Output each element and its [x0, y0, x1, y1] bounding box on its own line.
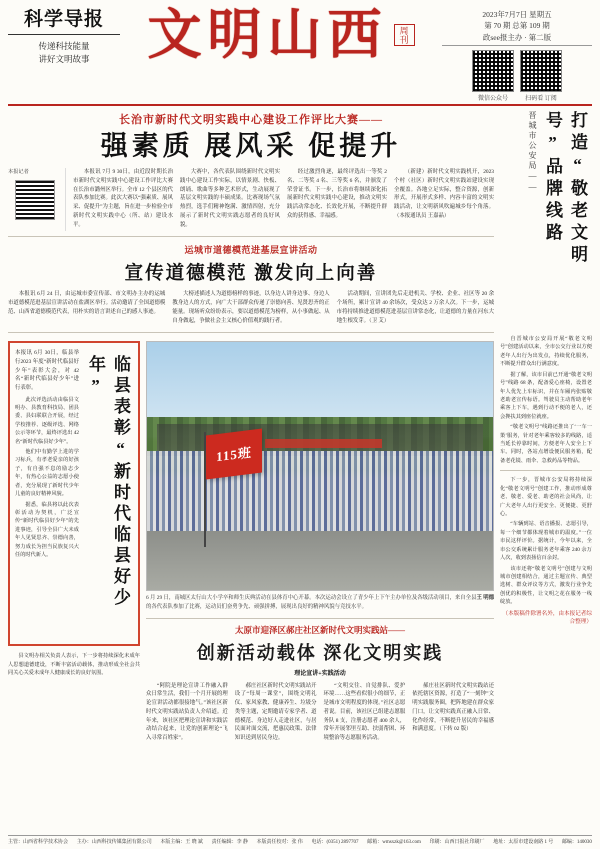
lead-col-2-text: 大赛中，各代表队围绕新时代文明实践中心建设工作实际，以情景剧、快板、朗诵、歌曲等多种艺术形式，生动展现了基层文明实践的丰硕成果。比赛现场气氛热烈，选手们精神饱满、激情四射，充分展示了新时代文明实践志愿者的良好风貌。: [180, 169, 280, 228]
article-3-col-3: [324, 682, 406, 745]
footer-printer: 印刷：山西日报社印刷厂: [429, 840, 485, 845]
article-3-subhead: 理论宣讲+实践活动: [294, 670, 346, 677]
slogan-line-1: 传递科技能量: [38, 40, 90, 51]
dept-line: 政see报主办 · 第二版: [482, 32, 552, 42]
article-2: [8, 243, 494, 333]
footer-page-editor: 本版主编：王 晓 斌: [160, 840, 203, 845]
photo-credit: 王 明德: [476, 595, 494, 602]
highlight-box: [8, 341, 140, 646]
highlight-body-1: 此次评选活动由临县文明办、县教育科技局、团县委、县妇联联合开展，经过学校推荐、逐级评选、网络公示等环节，最终评选出 42 名“新时代临县好少年”。: [15, 396, 79, 445]
photo-crowd: [147, 451, 493, 535]
left-column: [8, 335, 140, 745]
page-title: 文明山西: [147, 5, 388, 65]
article-3: [146, 618, 494, 745]
highlight-box-lead: 本报讯 6月 30日，临县举行2023 年度“新时代临县好少年”表彰大会，对 42 名“新时代临县好少年”进行表彰。: [15, 350, 79, 391]
right-body-2: 据了解，该市目前已开通“敬老文明号”线路 68 条，配备爱心座椅，设置老年人优先上车标识，并在车厢内张贴敬老助老宣传标语。驾驶员主动帮助老年乘客上下车，遇到行动不便的老人，还会搀扶其到座位就座。: [500, 371, 592, 420]
lead-col-3: [287, 168, 387, 231]
article-2-headline: 宣传道德模范 激发向上向善: [124, 264, 378, 285]
right-column: [500, 111, 592, 811]
lead-sidebar: [8, 168, 66, 231]
right-article-title: 打造“敬老文明号”品牌线路: [543, 111, 587, 267]
article-3-col-2: [235, 682, 317, 745]
publication-info: [442, 9, 592, 46]
lead-col-3-text: 经过激烈角逐，最终评选出一等奖 2 名、二等奖 4 名、三等奖 6 名，并颁发了荣誉证书。下一步，长治市将继续深化拓展新时代文明实践中心建设，推动文明实践活动常态化、长效化开展，不断提升群众的获得感、幸福感。: [287, 169, 387, 219]
right-body-4: 下一步，晋城市公安局将持续深化“敬老文明号”创建工作，推动形成尊老、敬老、爱老、助老的社会风尚，让广大老年人出行更安全、更便捷、更舒心。: [500, 477, 592, 518]
right-headline-block: [500, 111, 592, 331]
article-3-kicker: 太原市迎泽区郝庄社区新时代文明实践站——: [234, 624, 405, 635]
article-2-col-1: [8, 290, 165, 327]
paper-logo: 科学导报: [8, 10, 120, 35]
center-column: [146, 335, 494, 745]
article-3-col-3-text: “文明交往、自觉排队、爱护环境……这些看似很小的细节，正是城市文明程度的体现。”社区志愿者说。目前，该社区已组建志愿服务队 8 支，注册志愿者 400 余人，常年开展邻里互助、扶弱帮困、环境整治等志愿服务活动。: [323, 682, 406, 742]
slogan-line-2: 讲好文明故事: [38, 53, 90, 64]
highlight-body-4: 县文明办相关负责人表示，下一步将持续深化未成年人思想道德建设，不断丰富活动载体，推动形成全社会共同关心关爱未成年人健康成长的良好氛围。: [8, 653, 140, 677]
article-3-col-1: [146, 682, 228, 745]
qr1-caption: 微信公众号: [477, 95, 508, 102]
article-3-headline: 创新活动载体 深化文明实践: [196, 642, 444, 663]
masthead: [8, 6, 592, 106]
article-qr-icon[interactable]: [15, 180, 55, 220]
article-3-col-4-text: 郝庄社区新时代文明实践站还依托辖区资源，打造了“一刻钟”文明实践服务圈，把阵地建在群众家门口，让文明实践真正融入日常、化作经常，不断提升居民的幸福感和满意度。（下转 02 版）: [412, 682, 494, 733]
lead-col-1-text: 本报讯 7月 9 30日，由近段时期长治市新时代文明实践中心建设工作评比大赛在长治市潞州区举行。全市 12 个县区的代表队参加比赛。此次大赛以“强素质、展风采、促提升”为主题，旨在进一步检验全市新时代文明实践中心（所、站）建设水平。: [73, 169, 173, 228]
right-divider: [500, 470, 592, 471]
footer-proofreader: 本版责任校对：张 伟: [256, 840, 303, 845]
photo-track: [147, 531, 493, 591]
left-lower-text: [8, 652, 140, 677]
qr-block-wechat[interactable]: [472, 50, 514, 102]
highlight-body-3: 据悉，临县将以此次表彰活动为契机，广泛宣传“新时代临县好少年”的先进事迹，引导全县广大未成年人见贤思齐、崇德向善，努力成长为担当民族复兴大任的时代新人。: [15, 501, 79, 559]
lead-col-2: [180, 168, 280, 231]
photo-caption: [146, 594, 494, 611]
article-2-col-3-text: 活动期间，宣讲团先后走进机关、学校、企业、社区等 20 余个场所，累计宣讲 40 余场次，受众达 2 万余人次。下一步，运城市将持续推进道德模范进基层宣讲常态化，让道德的力量在河东大地生根发芽。（卫 艾）: [336, 291, 494, 324]
article-2-col-1-text: 本报讯 6月 24 日，由运城市委宣传部、市文明办主办的运城市道德模范进基层宣讲活动在盐湖区举行。活动邀请了全国道德模范、山西省道德模范代表，用朴实的语言讲述自己的感人事迹。: [8, 291, 166, 315]
right-article-kicker: 晋城市公安局——: [528, 111, 537, 193]
supplement-badge: 周刊: [394, 24, 415, 46]
article-3-col-4: [412, 682, 494, 745]
qr-code-icon[interactable]: [472, 50, 514, 92]
page-body: [8, 111, 592, 811]
article-2-col-2-text: 大榜述描述人为道德榜样的事迹，以身边人讲身边事、身边人教身边人的方式，向广大干部群众传递了崇德向善、见贤思齐的正能量。现场听众纷纷表示，要以道德模范为榜样，从小事做起、从自身做起，争做社会主义核心价值观的践行者。: [172, 291, 330, 324]
lead-col-4: [394, 168, 494, 231]
qr2-caption: 扫码看 订阅: [525, 95, 557, 102]
masthead-left: [8, 6, 120, 65]
right-body-6: 该市还将“敬老文明号”创建与文明城市创建相结合，通过主题宣传、典型选树、群众评议等方式，激发行业争先创优的积极性，让文明之花在服务一线绽放。: [500, 565, 592, 606]
article-3-col-1-text: “阿院是理论宣讲工作融入群众日常生活，我们一个月开展的理论宣讲活动都很接地气。”该社区新时代文明实践站负责人介绍道。近年来，该社区把理论宣讲和实践活动结合起来，让党的创新理论“飞入寻常百姓家”。: [146, 682, 228, 742]
right-body-3: “敬老文明号”线路还推出了‘一车一策’服务，针对老年乘客较多的线路，适当延长停靠时间，方便老年人安全上下车。同时，各站点增设便民服务箱，配备老花镜、雨伞、急救药品等物品。: [500, 424, 592, 464]
page-footer: [8, 835, 592, 845]
masthead-center: [120, 5, 442, 65]
photo-banner: [265, 439, 383, 448]
photo-caption-text: 6 月 29 日，南城区太行山大小学卒和师生庆典活动在县体育中心开幕。本次运动会设立了青少年上下午主办单位及各级活动项目，来自全县的各代表队参加了比赛，运动员们奋勇争先、顽强拼搏，展现出良好的精神风貌与竞技水平。: [146, 595, 477, 610]
lead-headline: 强素质 展风采 促提升: [100, 131, 402, 161]
lead-sidebar-note: 本报记者: [8, 169, 29, 176]
highlight-box-title: 临县表彰“新时代临县好少年”: [86, 355, 130, 610]
issue-line: 第 70 期 总第 109 期: [484, 21, 550, 31]
article-2-col-3: [337, 290, 494, 327]
footer-phone: 电话：(0351) 2897707: [311, 840, 359, 845]
lead-article: [8, 111, 494, 237]
sports-meet-photo: [146, 341, 494, 591]
masthead-right: [442, 6, 592, 102]
footer-email: 邮箱：wmsxzk@163.com: [367, 840, 421, 845]
footer-publisher: 主办：山西科技传媒集团有限公司: [76, 840, 152, 845]
article-2-kicker: 运城市道德模范进基层宣讲活动: [184, 245, 318, 256]
footer-responsible-editor: 责任编辑：李 静: [211, 840, 248, 845]
qr-row: [442, 50, 592, 102]
article-2-col-2: [172, 290, 329, 327]
right-body-5: “车辆到站、语音播报、志愿引导，每一个细节都体现着城市的温度。”一位市民这样评价。据统计，今年以来，全市公交系统累计服务老年乘客 240 余万人次，收到表扬信百余封。: [500, 521, 592, 562]
article-3-col-2-text: 郝庄社区新时代文明实践站开设了“每周一课堂”，围绕文明礼仪、家风家教、健康养生、垃圾分类等主题，定期邀请专家学者、道德模范、身边好人走进社区，与居民面对面交流，把惠民政策、法律知识送到居民身边。: [234, 682, 317, 742]
footer-supervisor: 主管：山西省科学技术协会: [8, 840, 69, 845]
right-note: （本版稿件除署名外，由本报记者综合整理）: [502, 610, 592, 625]
photo-class-flag: 115班: [206, 428, 262, 479]
right-article-body: [500, 335, 592, 607]
footer-postcode: 邮编：140030: [561, 840, 592, 845]
qr-block-subscribe[interactable]: [520, 50, 562, 102]
date-line: 2023年7月7日 星期五: [482, 10, 552, 19]
right-body-1: 自晋城市公安局开展“敬老文明号”创建活动以来，全市公交行业以方便老年人出行为出发点，持续优化服务，不断提升群众出行满意度。: [500, 336, 592, 368]
paper-slogan: [8, 40, 120, 66]
photo-block: [146, 341, 494, 611]
highlight-body-2: 他们中有勤学上进的学习标兵，有孝老爱亲的好孩子，有自强不息的励志少年，有热心公益的志愿小使者，充分展现了新时代少年儿童的良好精神风貌。: [15, 449, 79, 498]
footer-address: 地址：太原市建设南路 1 号: [493, 840, 554, 845]
lead-kicker: 长治市新时代文明实践中心建设工作评比大赛——: [119, 114, 383, 126]
lead-col-1: [73, 168, 173, 231]
lead-col-4-text: （新建）新时代文明实践机开，2023 个村（社区）新时代文明实践站建设实现全覆盖。各地立足实际，整合资源，创新形式，开展形式多样、内容丰富的文明实践活动，让文明新风吹遍城乡每个角落。（本报通讯员 王嘉晶）: [394, 169, 494, 219]
qr-code-icon[interactable]: [520, 50, 562, 92]
